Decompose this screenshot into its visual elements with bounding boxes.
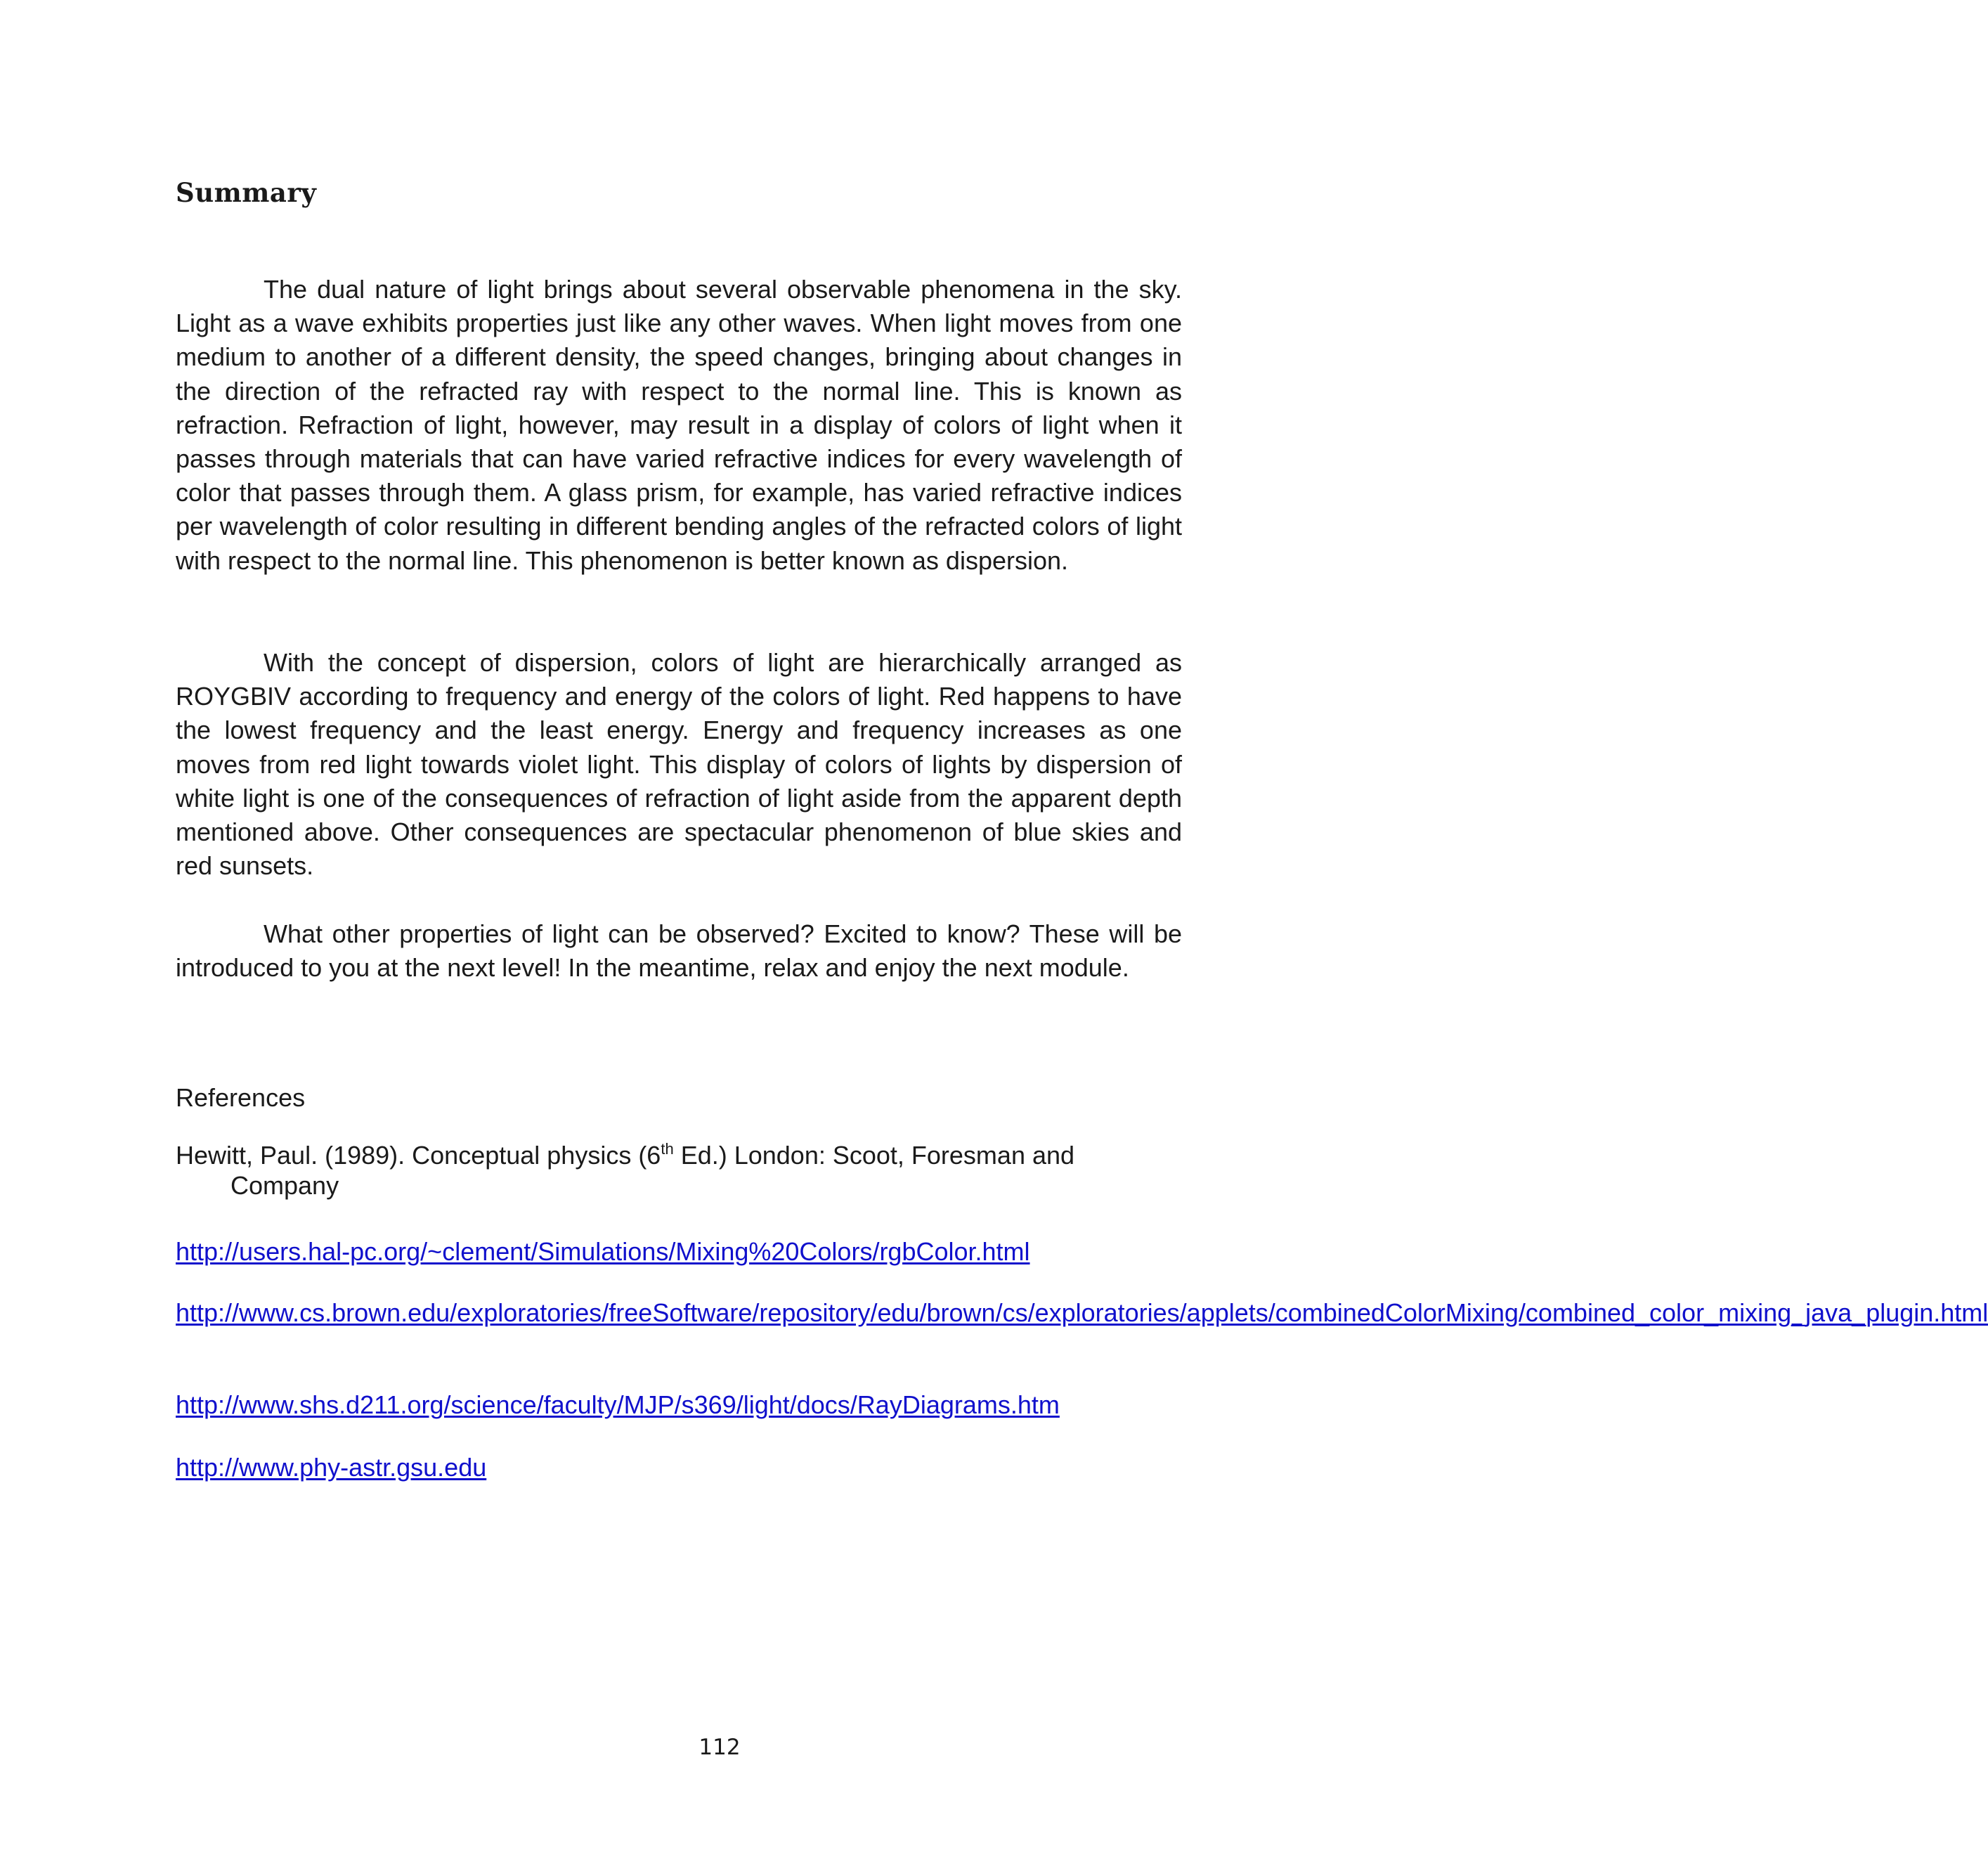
page-number: 112 xyxy=(699,1735,741,1760)
reference-link-brown-color-mixing[interactable]: http://www.cs.brown.edu/exploratories/freeSoftware/repository/edu/brown/cs/exploratories/applets/combinedColorMixing/combined_color_mixing_java_plugin.html xyxy=(176,1298,1988,1327)
section-heading-summary: Summary xyxy=(176,177,317,208)
reference-link-rgb-color[interactable]: http://users.hal-pc.org/~clement/Simulations/Mixing%20Colors/rgbColor.html xyxy=(176,1237,1030,1266)
summary-paragraph-1: The dual nature of light brings about several observable phenomena in the sky. Light as a wave exhibits properties just like any other waves. When light moves from one medium to another of a different density, the speed changes, bringing about changes in the direction of the refracted ray with respect to the normal line. This is known as refraction. Refraction of light, however, may result in a display of colors of light when it passes through materials that can have varied refractive indices for every wavelength of color that passes through them. A glass prism, for example, has varied refractive indices per wavelength of color resulting in different bending angles of the refracted colors of light with respect to the normal line. This phenomenon is better known as dispersion. xyxy=(176,275,1182,575)
summary-paragraph-3: What other properties of light can be observed? Excited to know? These will be introduced to you at the next level! In the meantime, relax and enjoy the next module. xyxy=(176,919,1182,983)
reference-link-phy-astr[interactable]: http://www.phy-astr.gsu.edu xyxy=(176,1453,487,1482)
summary-paragraph-2: With the concept of dispersion, colors of light are hierarchically arranged as ROYGBIV according to frequency and energy of the colors of light. Red happens to have the lowest frequency and the least energy. Energy and frequency increases as one moves from red light towards violet light. This display of colors of lights by dispersion of white light is one of the consequences of refraction of light aside from the apparent depth mentioned above. Other consequences are spectacular phenomenon of blue skies and red sunsets. xyxy=(176,648,1182,881)
reference-link-ray-diagrams[interactable]: http://www.shs.d211.org/science/faculty/MJP/s369/light/docs/RayDiagrams.htm xyxy=(176,1390,1060,1419)
reference-link-item xyxy=(176,1298,1988,1328)
reference-link-item xyxy=(176,1390,1182,1420)
book-reference-text: Hewitt, Paul. (1989). Conceptual physics (6 xyxy=(176,1141,661,1170)
reference-link-item xyxy=(176,1452,1182,1482)
book-reference-text-rest: Ed.) London: Scoot, Foresman and Company xyxy=(230,1141,1075,1200)
reference-link-item xyxy=(176,1236,1182,1267)
references-heading: References xyxy=(176,1083,306,1112)
book-reference xyxy=(176,1140,1182,1201)
ordinal-superscript: th xyxy=(661,1140,674,1158)
